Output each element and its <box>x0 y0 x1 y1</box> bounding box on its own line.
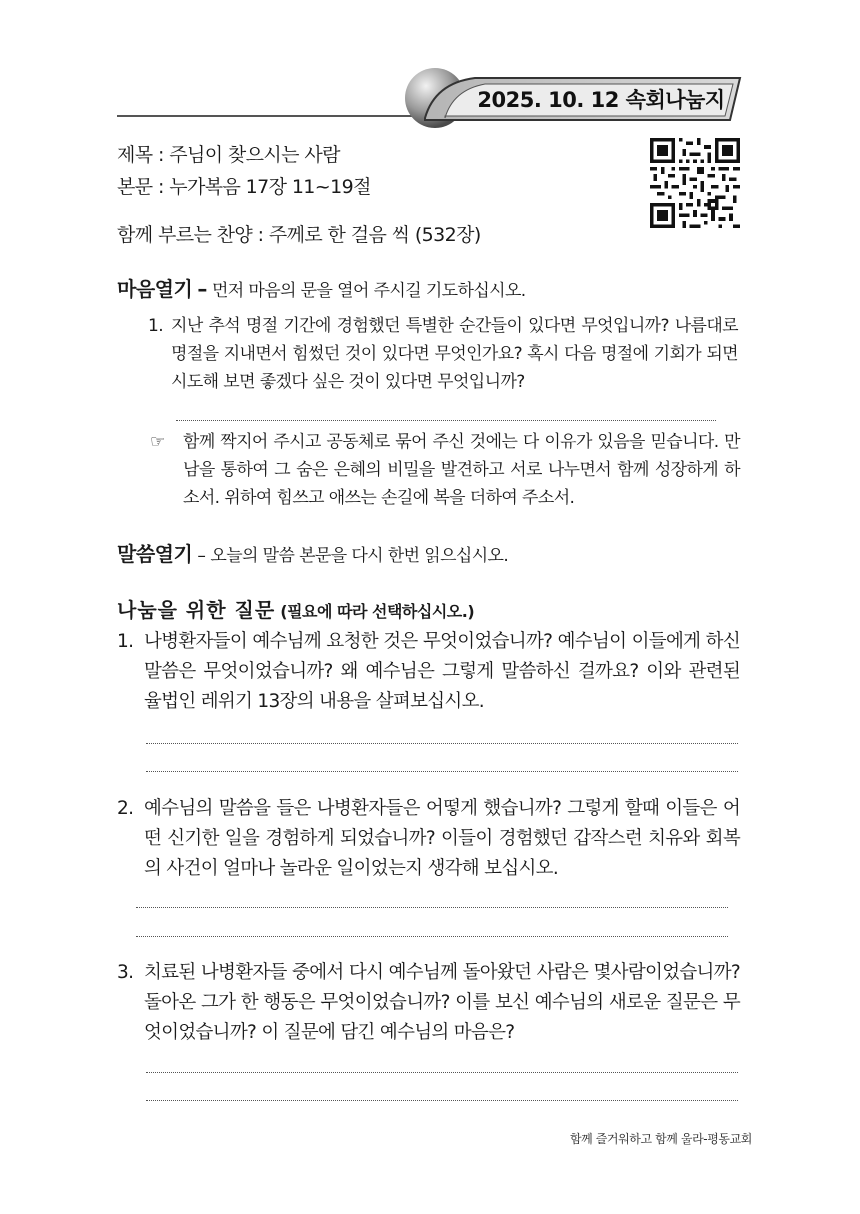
open-word-subtitle: 오늘의 말씀 본문을 다시 한번 읽으십시오. <box>210 546 509 566</box>
question-2 <box>117 794 740 884</box>
open-heart-item <box>148 312 738 396</box>
question-text: 치료된 나병환자들 중에서 다시 예수님께 돌아왔던 사람은 몇사람이었습니까? 돌아온 그가 한 행동은 무엇이었습니까? 이를 보신 예수님의 새로운 질문은 무엇이었습니까? 이 질문에 담긴 예수님의 마음은? <box>144 962 740 1043</box>
qr-code-icon <box>650 138 740 228</box>
answer-line <box>146 743 738 744</box>
header-rule <box>117 115 417 117</box>
open-heart-subtitle: 먼저 마음의 문을 열어 주시길 기도하십시오. <box>211 281 526 301</box>
answer-line <box>146 1072 738 1073</box>
answer-line <box>146 1100 738 1101</box>
answer-line <box>146 771 738 772</box>
questions-title: 나눔을 위한 질문 <box>117 598 276 622</box>
question-text: 예수님의 말씀을 들은 나병환자들은 어떻게 했습니까? 그렇게 할때 이들은 어떤 신기한 일을 경험하게 되었습니까? 이들이 경험했던 갑작스런 치유와 회복의 사건이 얼마나 놀라운 일이었는지 생각해 보십시오. <box>144 798 740 879</box>
item-number: 1. <box>148 316 164 336</box>
answer-line <box>136 907 728 908</box>
question-number: 1. <box>117 631 134 652</box>
item-text: 지난 추석 명절 기간에 경험했던 특별한 순간들이 있다면 무엇입니까? 나름대로 명절을 지내면서 힘썼던 것이 있다면 무엇인가요? 혹시 다음 명절에 기회가 되면 시도해 보면 좋겠다 싶은 것이 있다면 무엇입니까? <box>171 316 738 392</box>
answer-line <box>176 420 716 421</box>
open-word-dash: – <box>197 546 206 566</box>
question-text: 나병환자들이 예수님께 요청한 것은 무엇이었습니까? 예수님이 이들에게 하신 말씀은 무엇이었습니까? 왜 예수님은 그렇게 말씀하신 걸까요? 이와 관련된 율법인 레위기 13장의 내용을 살펴보십시오. <box>144 631 740 712</box>
question-3 <box>117 958 740 1048</box>
questions-subtitle: (필요에 따라 선택하십시오.) <box>280 602 475 621</box>
open-heart-heading <box>117 273 737 302</box>
sermon-title: 제목 : 주님이 찾으시는 사람 <box>117 144 340 166</box>
open-heart-dash: – <box>197 277 207 301</box>
open-word-title: 말씀열기 <box>117 542 193 566</box>
prayer-text: 함께 짝지어 주시고 공동체로 묶어 주신 것에는 다 이유가 있음을 믿습니다. 만남을 통하여 그 숨은 은혜의 비밀을 발견하고 서로 나누면서 함께 성장하게 하소서. 위하여 힘쓰고 애쓰는 손길에 복을 더하여 주소서. <box>183 432 740 508</box>
footer-motto: 함께 즐거워하고 함께 울라-평동교회 <box>569 1132 752 1146</box>
open-word-heading <box>117 538 737 567</box>
prayer-block <box>150 428 740 512</box>
hymn-line: 함께 부르는 찬양 : 주께로 한 걸음 씩 (532장) <box>117 224 481 246</box>
questions-heading <box>117 594 737 623</box>
question-1 <box>117 627 740 717</box>
question-number: 3. <box>117 962 134 983</box>
pointing-hand-icon: ☞ <box>150 432 165 452</box>
scripture-text: 본문 : 누가복음 17장 11~19절 <box>117 176 371 198</box>
answer-line <box>136 936 728 937</box>
question-number: 2. <box>117 798 134 819</box>
open-heart-title: 마음열기 <box>117 277 193 301</box>
date-title: 2025. 10. 12 속회나눔지 <box>477 88 725 112</box>
